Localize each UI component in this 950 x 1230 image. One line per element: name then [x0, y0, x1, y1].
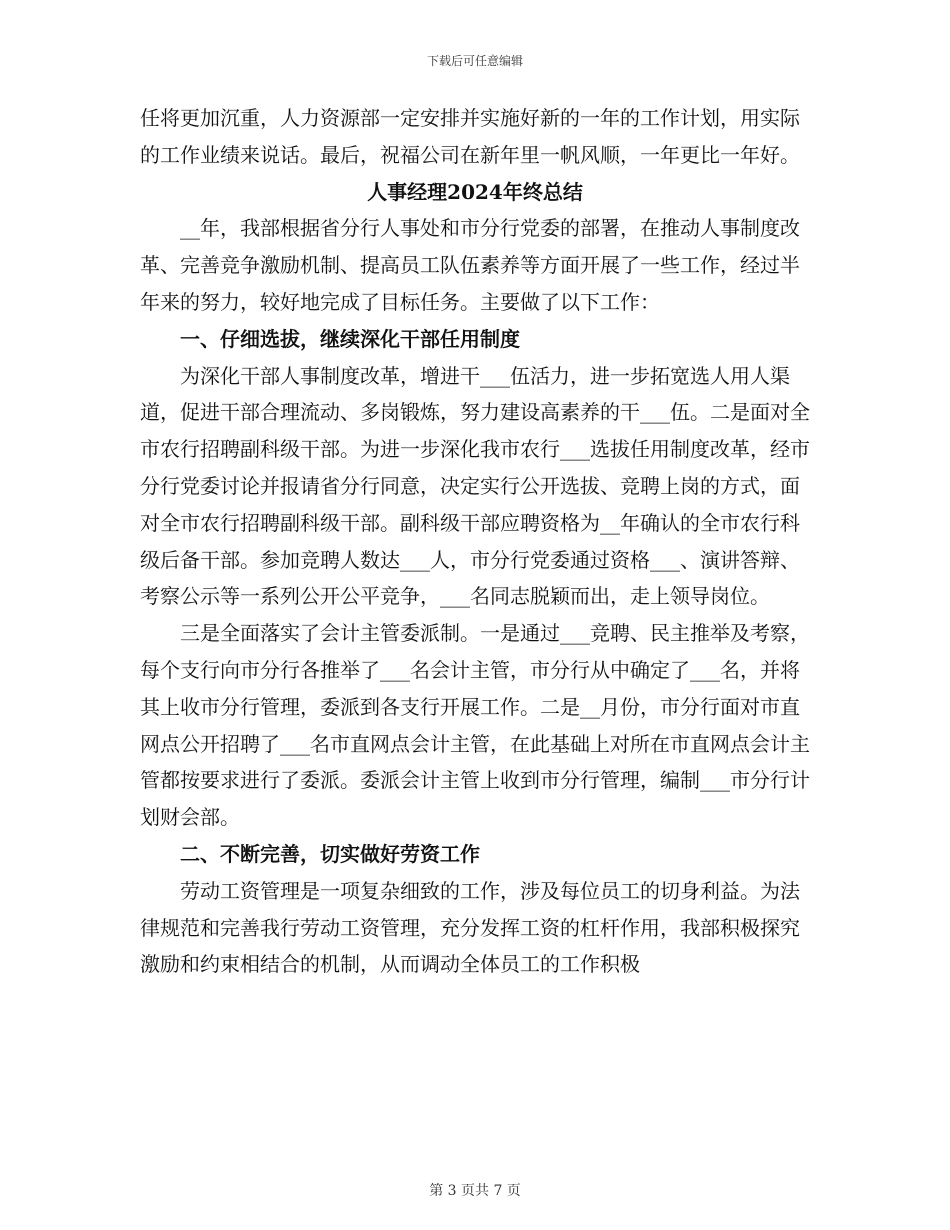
document-title: 人事经理2024年终总结	[367, 179, 583, 204]
section-1-paragraph-2: 三是全面落实了会计主管委派制。一是通过___竞聘、民主推举及考察，每个支行向市分行各推举了___名会计主管，市分行从中确定了___名，并将其上收市分行管理，委派到各支行开展工作。二是__月份，市分行面对市直网点公开招聘了___名市直网点会计主管，在此基础上对所在市直网点会计主管都按要求进行了委派。委派会计主管上收到市分行管理，编制___市分行计划财会部。	[140, 621, 810, 830]
continuation-paragraph: 任将更加沉重，人力资源部一定安排并实施好新的一年的工作计划，用实际的工作业绩来说话。最后，祝福公司在新年里一帆风顺，一年更比一年好。	[140, 106, 800, 167]
intro-paragraph: __年，我部根据省分行人事处和市分行党委的部署，在推动人事制度改革、完善竞争激励机制、提高员工队伍素养等方面开展了一些工作，经过半年来的努力，较好地完成了目标任务。主要做了以下工作：	[140, 216, 800, 314]
document-body	[140, 100, 810, 983]
section-1-heading: 一、仔细选拔，继续深化干部任用制度	[180, 326, 520, 351]
page-header: 下载后可任意编辑	[426, 54, 523, 68]
page-footer: 第 3 页共 7 页	[429, 1183, 521, 1199]
section-1-paragraph-1: 为深化干部人事制度改革，增进干___伍活力，进一步拓宽选人用人渠道，促进干部合理流动、多岗锻炼，努力建设高素养的干___伍。二是面对全市农行招聘副科级干部。为进一步深化我市农行___选拔任用制度改革，经市分行党委讨论并报请省分行同意，决定实行公开选拔、竞聘上岗的方式，面对全市农行招聘副科级干部。副科级干部应聘资格为__年确认的全市农行科级后备干部。参加竞聘人数达___人，市分行党委通过资格___、演讲答辩、考察公示等一系列公开公平竞争，___名同志脱颖而出，走上领导岗位。	[140, 363, 810, 609]
section-2-paragraph-1: 劳动工资管理是一项复杂细致的工作，涉及每位员工的切身利益。为法律规范和完善我行劳动工资管理，充分发挥工资的杠杆作用，我部积极探究激励和约束相结合的机制，从而调动全体员工的工作积极	[140, 878, 800, 977]
section-2-heading: 二、不断完善，切实做好劳资工作	[180, 841, 480, 866]
